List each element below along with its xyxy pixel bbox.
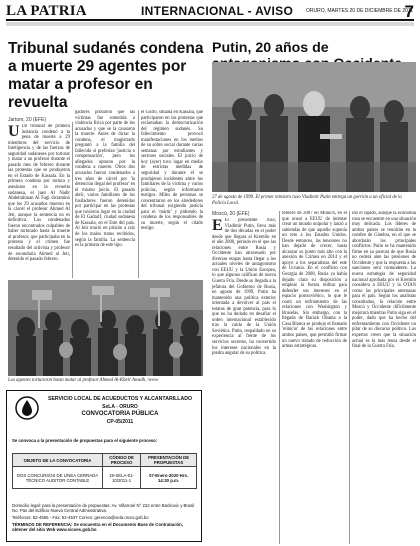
column-rule — [349, 211, 350, 544]
dateline: ORURO, MARTES 20 DE DICIEMBRE DE 2011 — [306, 8, 414, 14]
sudan-kicker: Jartum, 20 (EFE) — [8, 117, 47, 123]
sudan-body-col-1: U Un tribunal de primera instancia condenó a la pena de muerte a 29 miembros del servicio de Inteligencia y de las fuerzas de seguridad sudaneses por torturar y matar a un profesor durante el pasado mes de febrero durante las protestas que se produjeron en el Estado de Kassala. En la primera condena por tortura y asesinato en la revuelta sudanesa, el juez Al Nadir Abdelrahman Al Fagi dictaminó que los 29 acusados mueron en la cárcel el profesor Ahmed Al Jeir, aunque la sentencia no es definitiva. Los condenados fueron encontrados culpables de haber torturado hasta la muerte al profesor, que participaba en la protesta y el crimen fue resultado del activista y profesor de secundaria Ahmed al Jeir, detenido el pasado febrero. — [8, 124, 70, 263]
ad-address: Domicilio legal: para la presentación de propuestas: Av. Villarroel N° 222 entre Backovic y Brasil No. Pas del Edificio Nueva Central Administrativa. — [12, 503, 195, 514]
table-cell: DOS CONCURSOS DE LÍNEA CERRADA TÉCNICO AUDITOR CONTABLE — [13, 467, 103, 489]
sudan-photo-caption: Los agentes torturaron hasta matar al profesor Ahmed Al-Kheir Awadh. /www — [8, 378, 159, 383]
ad-call-title: CONVOCATORIA PÚBLICA — [81, 411, 159, 417]
ad-intro: Se convoca a la presentación de propuestas para el siguiente proceso: — [12, 438, 158, 443]
page-number: 7 — [404, 2, 414, 21]
ad-contact: Teléfonos: 52-4565 - Fax: 52-4537 Correo: gerencia@sela.oruro.gob.bo — [12, 515, 149, 520]
table-header-row — [13, 454, 197, 467]
section-title: INTERNACIONAL - AVISO — [141, 4, 294, 18]
sela-logo-icon — [12, 395, 42, 421]
sudan-body-col-3: el Golfo, situada en Kassala, que participaron en las protestas que reclamaban la democratización del régimen sudanés. Su fallecimiento provocó manifestaciones en los medios de su sobre social durante varias semanas por estudiantes y sectores sociales. El juicio de hoy (ayer) tuvo lugar en medio de estrictas medidas de seguridad y durante él se produjeron incidentes entre los familiares de la víctima y varios policías, según informaron testigos. Miles de personas se concentraron en los alrededores del tribunal exigiendo justicia para el 'mártir' y pidiendo la condena de los responsables de su muerte, según el citado testigo. — [141, 110, 203, 232]
sudan-body-col-2: gadores probaron que las víctimas fue sometida a violencia física por parte de los acusados y que se la causaron la muerte. Antes de dictar la condena, el magistrado preguntó a la familia del fallecido si preferían 'justicia o compensación', pero los allegados optaron por la condena a muerte. Otros dos acusados fueron condenados a tres años de cárcel por 'la detención ilegal del profesor' en el mismo juicio. El pasado abril, varios familiares de los fusiladores fueron detenidos por participar en las protestas que tuvieron lugar en la ciudad de El Gadarif, ciudad sudanesa de Kassala, en el Este del país. Al Jeir murió en prisión a raíz de los malos tratos recibidos, según la familia. La sentencia es la primera de este tipo. — [75, 110, 135, 249]
sudan-protest-photo — [8, 280, 203, 376]
masthead — [6, 3, 414, 21]
header-band — [6, 22, 414, 26]
column-rule — [138, 110, 139, 278]
column-rule — [72, 122, 73, 278]
putin-kicker: Moscú, 20 (EFE) — [212, 211, 250, 217]
table-header: PRESENTACIÓN DE PROPUESTAS — [141, 454, 197, 467]
table-header: CÓDIGO DE PROCESO — [103, 454, 141, 467]
sudan-headline: Tribunal sudanés condena a muerte 29 agentes por matar a profesor en revuelta — [8, 40, 204, 111]
public-notice-ad — [6, 390, 202, 542]
putin-body-col-2: febrero de 2007 en Múnich, en el que acusó a EEUU de intentar crear un mundo unipolar y lanzó a sabiendas de que aquello suponía un reto a los Estados Unidos. Desde entonces, las tensiones no han dejado de crecer, hasta alcanzar su punto más alto con la anexión de Crimea en 2014 y el apoyo a los separatistas del este de Ucrania. En el conflicto con Georgia de 2008, Rusia ya había dejado clara su disposición a emplear la fuerza militar para defender sus intereses en el espacio postsoviético, lo que le costó un enfriamiento de las relaciones con Washington y Bruselas. Sin embargo, con la llegada de Barack Obama a la Casa Blanca se produjo el llamado 'reinicio' de las relaciones entre ambos países, que permitió firmar un nuevo tratado de reducción de armas estratégicas. — [282, 211, 347, 350]
ad-terms: TÉRMINOS DE REFERENCIA: Se encuentra en el Documento Base de Contratación, obtener del sitio Web www.sicoes.gob.bo — [12, 522, 183, 533]
paper-name: LA PATRIA — [6, 3, 87, 19]
table-row — [13, 467, 197, 489]
putin-body-col-3: ido el rápido, aunque la economía rusa se encuentre en una situación muy delicada. Los líderes de ambos países se reunirán en la cumbre de Ginebra, en el que se abordarán los principales conflictos. Putin se ha mantenido firme en su postura de que Rusia no cederá ante las presiones de Occidente y que la respuesta a las sanciones será contundente. La nueva estrategia de seguridad nacional aprobada por el Kremlin considera a EEUU y la OTAN como las principales amenazas para el país. Según los analistas consultados, la relación entre Moscú y Occidente difícilmente mejorará mientras Putin siga en el poder, dado que ha hecho del enfrentamiento con Occidente un pilar de su discurso político. Los expertos creen que la situación actual es la más tensa desde el final de la Guerra Fría. — [352, 211, 416, 350]
ad-process-table — [12, 453, 197, 489]
table-cell: 19-SELA-01-10/2011-1 — [103, 467, 141, 489]
putin-photo-caption: 27 de agosto de 1999. El primer ministro ruso Vladimir Putin entrega un gorrión a un oficial de la Policía Local. — [212, 195, 402, 206]
ad-org-code: SeLA - ORURO — [102, 404, 138, 410]
table-cell: 07-Enero-2020 Hrs. 14:30 p.m. — [141, 467, 197, 489]
column-rule — [279, 211, 280, 544]
ad-call-code: CP-05/2011 — [106, 419, 134, 425]
dropcap: U — [8, 124, 20, 140]
dropcap: E — [212, 218, 223, 234]
putin-headline: Putin, 20 años de — [212, 40, 329, 56]
ad-org: SERVICIO LOCAL DE ACUEDUCTOS Y ALCANTARILLADO — [47, 396, 192, 402]
putin-photo — [212, 62, 416, 192]
putin-body-col-1: E El presidente ruso, Vladimir Putin, lleva más de dos décadas en el poder desde que llegara al Kremlin en el año 2000, periodo en el que las relaciones entre Rusia y Occidente han atravesado por diversas etapas hasta llegar a los actuales niveles de antagonismo con EEUU y la Unión Europea, lo que algunos califican de nueva Guerra Fría. Desde su llegada a la jefatura del Gobierno de Rusia, en agosto de 1999, Putin ha mantenido una política exterior orientada a devolver al país el estatus de gran potencia, para lo que no ha dudado en desafiar el orden internacional establecido tras la caída de la Unión Soviética. Putin, respaldado en su experiencia al frente de los servicios secretos, ha convertido los intereses nacionales en la piedra angular de su política. — [212, 218, 276, 357]
table-header: OBJETO DE LA CONVOCATORIA — [13, 454, 103, 467]
